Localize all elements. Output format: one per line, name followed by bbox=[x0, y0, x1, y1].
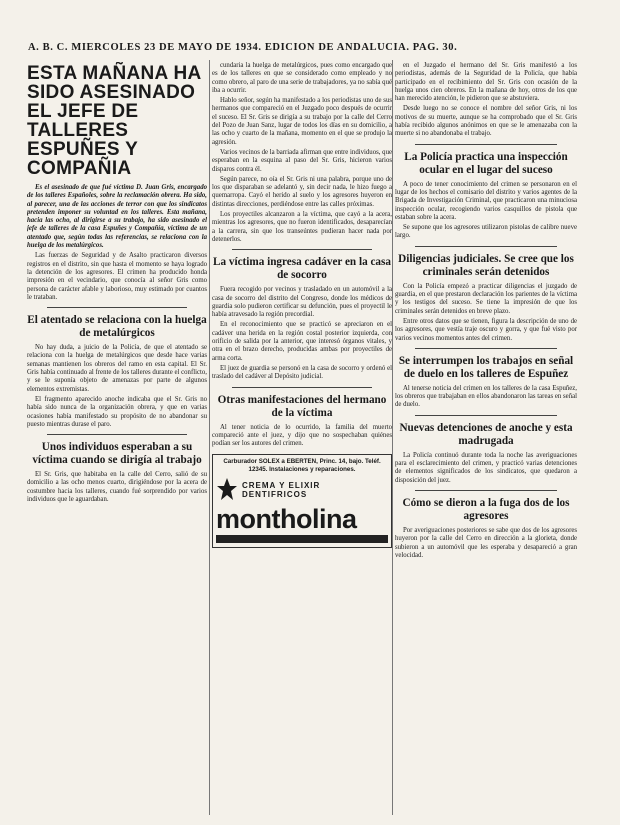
subheadline: Cómo se dieron a la fuga dos de los agresores bbox=[402, 496, 570, 522]
section-divider bbox=[232, 387, 372, 388]
column-3 bbox=[395, 62, 577, 817]
column-1 bbox=[27, 62, 207, 817]
subheadline: Se interrumpen los trabajos en señal de duelo en los talleres de Espuñez bbox=[398, 354, 574, 380]
article-paragraph: Entre otros datos que se tienen, figura la descripción de uno de los agresores, que vestía traje oscuro y gorra, y que fué visto por varios vecinos momentos antes del crimen. bbox=[395, 317, 577, 342]
subheadline: La Policía practica una inspección ocular en el lugar del suceso bbox=[404, 150, 568, 176]
article-paragraph: El juez de guardia se personó en la casa de socorro y ordenó el traslado del cadáver al Depósito judicial. bbox=[212, 364, 392, 381]
subheadline: Nuevas detenciones de anoche y esta madrugada bbox=[399, 421, 573, 447]
main-headline: ESTA MAÑANA HA SIDO ASESINADO EL JEFE DE TALLERES ESPUÑES Y COMPAÑIA bbox=[27, 63, 201, 179]
ad-text: Carburador SOLEX a EBERTEN, Princ. 14, bajo. Teléf. 12345. Instalaciones y reparaciones. bbox=[223, 458, 381, 473]
article-paragraph: Con la Policía empezó a practicar diligencias el juzgado de guardia, en el que prestaron declaración los parientes de la víctima y los testigos del suceso. Se tiene la impresión de que los criminales serán detenidos en breve plazo. bbox=[395, 282, 577, 315]
column-rule bbox=[392, 60, 393, 815]
section-divider bbox=[47, 307, 187, 308]
column-2 bbox=[212, 62, 392, 817]
article-paragraph: Desde luego no se conoce el nombre del señor Gris, ni los motivos de su muerte, aunque se ha comprobado que el Sr. Gris había recibido algunos anónimos en que se le amenazaba con la muerte si no abandonaba el trabajo. bbox=[395, 105, 577, 138]
section-divider bbox=[415, 348, 557, 349]
ad-slogan: CREMA Y ELIXIR DENTIFRICOS bbox=[242, 480, 321, 499]
article-paragraph: Hablo señor, según ha manifestado a los periodistas uno de sus hermanos que compareció en el Juzgado poco después de ocurrir el suceso. El Sr. Gris se dirigía a su trabajo por la calle del Cerro del Pozo de Juan Sanz, lugar de todos los días en su domicilio, a las ocho y cuarto de la mañana, momento en el que se produjo la agresión. bbox=[212, 97, 392, 146]
article-paragraph: Los proyectiles alcanzaron a la víctima, que cayó a la acera, mientras los agresores, que no fueron identificados, desaparecían a la carrera, sin que los transeúntes pudieran hacer nada por detenerlos. bbox=[212, 211, 392, 243]
article-paragraph: cundaria la huelga de metalúrgicos, pues como encargado que es de los talleres en que se considerado como empleado y no como obrero, al paro de una serie de trabajadores, ya no sabía qué iba a ocurrir. bbox=[212, 62, 392, 94]
section-divider bbox=[415, 144, 557, 145]
section-divider bbox=[415, 246, 557, 247]
article-paragraph: A poco de tener conocimiento del crimen se personaron en el lugar de los hechos el comisario del distrito y varios agentes de la Brigada de Investigación Criminal, que practicaron una minuciosa inspección ocular, recogiendo varios casquillos de pistola que estaban sobre la acera. bbox=[395, 180, 577, 221]
article-paragraph: Al tener noticia de lo ocurrido, la familia del muerto compareció ante el juez, y dijo que no sospechaban quiénes podían ser los autores del crimen. bbox=[212, 423, 392, 448]
article-paragraph: Se supone que los agresores utilizaron pistolas de calibre nueve largo. bbox=[395, 224, 577, 240]
ad-footer-band bbox=[216, 535, 388, 543]
subheadline: Otras manifestaciones del hermano de la víctima bbox=[217, 393, 387, 419]
lead-paragraph: Es el asesinado de que fué víctima D. Juan Gris, encargado de los talleres Españoles, sobre la reclamación obrera. Ha sido, al parecer, una de las acciones de terror con que los sindicatos pretenden imponer su voluntad en los talleres. Esta mañana, hacia las ocho, al dirigirse a su trabajo, ha sido asesinado el jefe de talleres de la casa Espuñes y Compañía, víctima de un atentado que, según todas las referencias, se relaciona con la huelga de los metalúrgicos. bbox=[27, 184, 207, 250]
section-divider bbox=[415, 490, 557, 491]
article-paragraph: No hay duda, a juicio de la Policía, de que el atentado se relaciona con la huelga de metalúrgicos que desde hace varias semanas mantienen los obreros del ramo en esta capital. El Sr. Gris había continuado al frente de los talleres durante el conflicto, y se le suponía objeto de amenazas por parte de algunos elementos extremistas. bbox=[27, 344, 207, 393]
subheadline: La víctima ingresa cadáver en la casa de socorro bbox=[213, 256, 391, 282]
article-paragraph: Según parece, no oía el Sr. Gris ni una palabra, porque uno de los que disparaban se adelantó y, sin decir nada, le hizo fuego a quemarropa. Cayó el herido al suelo y los agresores huyeron en distintas direcciones, perdiéndose entre las calles próximas. bbox=[212, 175, 392, 208]
ad-brand-name: montholina bbox=[216, 503, 357, 534]
subheadline: Diligencias judiciales. Se cree que los criminales serán detenidos bbox=[398, 252, 574, 278]
article-paragraph: En el reconocimiento que se practicó se apreciaron en el cadáver una herida en la región costal posterior izquierda, con orificio de salida por la anterior, que interesó órganos vitales, y otra en el brazo derecho, producidas ambas por proyectiles de arma corta. bbox=[212, 321, 392, 362]
article-paragraph: El Sr. Gris, que habitaba en la calle del Cerro, salió de su domicilio a las ocho menos cuarto, dirigiéndose por la acera de costumbre hacia los talleres, cuando fué sorprendido por varios individuos que le aguardaban. bbox=[27, 471, 207, 504]
article-paragraph: en el Juzgado el hermano del Sr. Gris manifestó a los periodistas, además de la Seguridad de la Policía, que había participado en el recibimiento del Sr. Gris con ocasión de la huelga unos cien obreros. En la mañana de hoy, otros de los que han merecido atención, le pidieron que se abstuviera. bbox=[395, 62, 577, 103]
article-paragraph: Por averiguaciones posteriores se sabe que dos de los agresores huyeron por la calle del Cerro en dirección a la glorieta, donde subieron a un automóvil que les esperaba y desapareció a gran velocidad. bbox=[395, 526, 577, 559]
article-paragraph: Las fuerzas de Seguridad y de Asalto practicaron diversos registros en el distrito, sin que hasta el momento se haya logrado la detención de los agresores. El crimen ha producido honda impresión en el vecindario, que conocía al señor Gris como persona de carácter afable y laborioso, muy estimado por cuantos le trataban. bbox=[27, 252, 207, 301]
advertisement bbox=[212, 454, 392, 547]
star-icon bbox=[216, 477, 238, 503]
article-paragraph: Al tenerse noticia del crimen en los talleres de la casa Espuñez, los obreros que trabajaban en ellos abandonaron las tareas en señal de duelo. bbox=[395, 384, 577, 409]
article-paragraph: La Policía continuó durante toda la noche las averiguaciones para el esclarecimiento del crimen, y practicó varias detenciones de elementos significados de los sindicatos, que quedaron a disposición del juez. bbox=[395, 451, 577, 484]
article-paragraph: El fragmento aparecido anoche indicaba que el Sr. Gris no había sido nunca de la organización obrera, y que en varias ocasiones había manifestado su propósito de no abandonar su puesto mientras durase el paro. bbox=[27, 395, 207, 428]
article-paragraph: Fuera recogido por vecinos y trasladado en un automóvil a la casa de socorro del distrito del Congreso, donde los médicos de guardia solo pudieron certificar su defunción, pues el proyectil le había atravesado la región precordial. bbox=[212, 286, 392, 319]
section-divider bbox=[415, 415, 557, 416]
ad-slogan-row bbox=[216, 477, 388, 503]
column-rule bbox=[209, 60, 210, 815]
subheadline: Unos individuos esperaban a su víctima cuando se dirigía al trabajo bbox=[32, 441, 202, 467]
section-divider bbox=[232, 249, 372, 250]
subheadline: El atentado se relaciona con la huelga de metalúrgicos bbox=[27, 314, 207, 340]
page-header: A. B. C. MIERCOLES 23 DE MAYO DE 1934. EDICION DE ANDALUCIA. PAG. 30. bbox=[28, 42, 458, 53]
article-paragraph: Varios vecinos de la barriada afirman que entre individuos, que esperaban en la esquina al paso del Sr. Gris, hicieron varios disparos contra él. bbox=[212, 148, 392, 173]
section-divider bbox=[47, 434, 187, 435]
